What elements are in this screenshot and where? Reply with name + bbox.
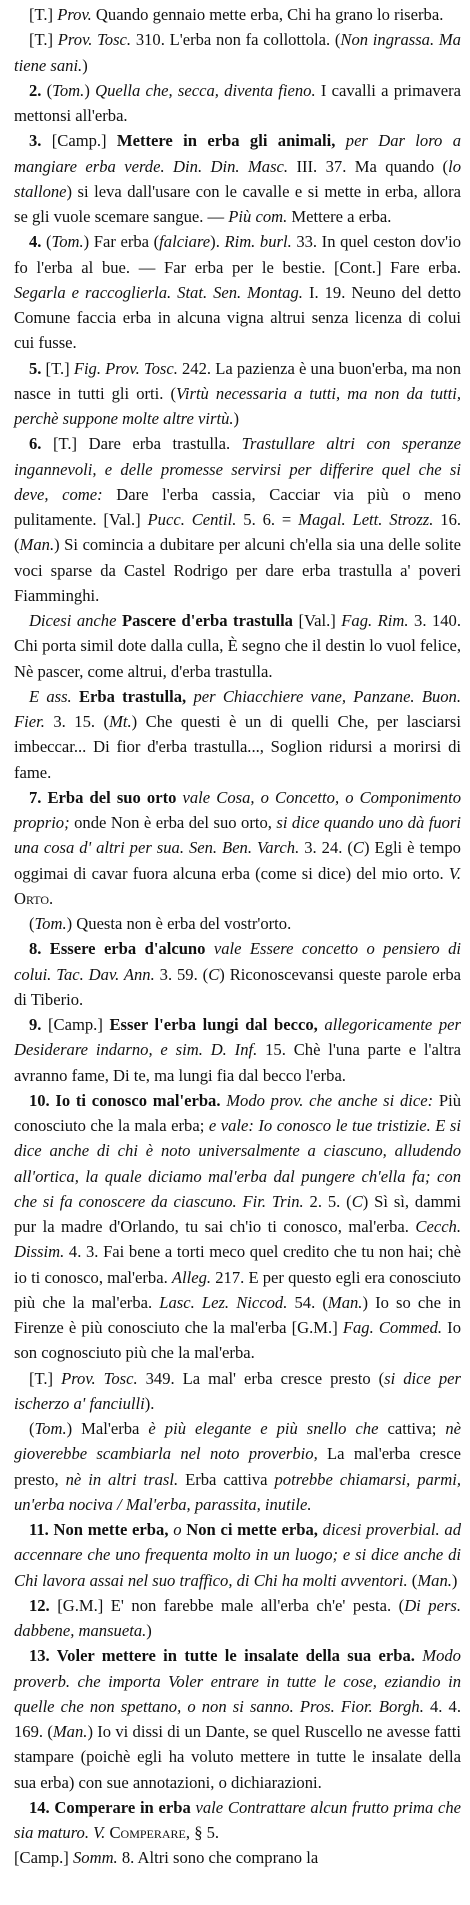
entry-text-run: Man. bbox=[417, 1570, 452, 1590]
entry-text-run: 8. Essere erba d'alcuno bbox=[28, 939, 206, 959]
entry-text-run: Dicesi anche bbox=[28, 611, 117, 630]
entry-text-run: Stat. Sen. Montag. bbox=[177, 282, 303, 302]
entry-text-run: si dice per ischerzo a' fanciulli bbox=[14, 1368, 461, 1413]
entry-text-run: Erba trastulla, bbox=[78, 686, 187, 706]
entry-text-run: D. Inf. bbox=[210, 1040, 258, 1060]
entry-text-run: vale Essere concetto o pensiero di colui. bbox=[14, 939, 461, 984]
dictionary-entry bbox=[14, 1517, 461, 1593]
entry-text-run: ) si leva dall'usare con le cavalle e si mette in erba, allora se gli vuole scemare sangue. — bbox=[14, 181, 461, 226]
entry-text-run: 310. L'erba non fa collottola. ( bbox=[131, 30, 341, 50]
entry-text-run: ) Far erba ( bbox=[83, 232, 160, 252]
entry-text-run: Man. bbox=[19, 535, 55, 555]
entry-text-run: 3. 140. Chi porta simil dote dalla culla, È segno che il destin lo vuol felice, Nè pascer, come altrui, d'erba trastulla. bbox=[14, 611, 461, 681]
entry-text-run: nè in altri trasl. bbox=[65, 1469, 179, 1489]
entry-text-run: Cecch. Dissim. bbox=[14, 1217, 461, 1262]
entry-text-run: E ass. bbox=[28, 686, 72, 706]
dictionary-entry bbox=[14, 1593, 461, 1644]
entry-text-run: Modo proverb. che importa Voler entrare in tutte le cose, eziandio in quelle che non spettano, o non si sanno. bbox=[14, 1646, 461, 1716]
entry-text-run: III. 37. Ma quando ( bbox=[288, 156, 449, 176]
entry-text-run: V. bbox=[93, 1823, 106, 1842]
entry-text-run: 54. ( bbox=[287, 1292, 328, 1312]
dictionary-entry bbox=[14, 936, 461, 1012]
entry-text-run: ) bbox=[82, 55, 88, 75]
entry-text-run: Orto bbox=[14, 888, 50, 908]
entry-text-run: 2. 5. ( bbox=[303, 1191, 352, 1211]
entry-text-run: ( bbox=[407, 1570, 418, 1590]
entry-text-run: Rim. burl. bbox=[224, 232, 292, 252]
entry-text-run: Virtù necessaria a tutti, ma non da tutti, perchè suppone molte altre virtù. bbox=[14, 383, 461, 428]
entry-text-run: [T.] bbox=[28, 5, 58, 24]
entry-text-run bbox=[165, 157, 173, 176]
entry-text-run: 5. 6. = bbox=[236, 510, 299, 529]
entry-text-run: 13. Voler mettere in tutte le insalate della sua erba. bbox=[28, 1646, 415, 1666]
entry-text-run: ) bbox=[451, 1570, 458, 1590]
dictionary-entry bbox=[14, 128, 461, 229]
entry-text-run: ( bbox=[46, 80, 53, 100]
entry-text-run: ( bbox=[28, 1419, 35, 1438]
entry-text-run: nè gioverebbe scambiarla nel noto proverbio, bbox=[14, 1419, 461, 1464]
entry-text-run: [Camp.] bbox=[51, 131, 117, 151]
entry-text-run: ) Io vi dissi di un Dante, se quel Ruscello ne avesse fatti stampare (poichè egli ha voluto mettere in tutte le insalate della sua erba) con sue annotazioni, o dichiarazioni. bbox=[14, 1722, 461, 1792]
dictionary-entry bbox=[14, 1416, 461, 1517]
entry-text-run: Più com. bbox=[228, 207, 288, 226]
entry-text-run: falciare bbox=[159, 232, 211, 252]
entry-text-run: [T.] bbox=[28, 30, 58, 50]
dictionary-entry bbox=[14, 431, 461, 608]
entry-text-run: [T.] Dare erba trastulla. bbox=[52, 434, 242, 454]
dictionary-entry bbox=[14, 356, 461, 432]
entry-text-run: e vale: Io conosco le tue tristizie. E si dice anche di chi è noto universalmente a ciascuno, alludendo all'ortica, la quale diciamo mal'erba dal pungere ch'ella fa; con che si fa conoscere da ciascuno. bbox=[14, 1116, 461, 1211]
entry-text-run: Modo prov. che anche si dice: bbox=[220, 1090, 434, 1110]
entry-text-run: C bbox=[351, 1191, 363, 1211]
entry-text-run: 10. Io ti conosco mal'erba. bbox=[28, 1090, 221, 1110]
dictionary-entry bbox=[14, 1845, 461, 1870]
dictionary-entry bbox=[14, 785, 461, 911]
entry-text-run: Panzane. Buon. Fier. bbox=[14, 686, 461, 731]
entry-text-run: [G.M.] E' non farebbe male all'erba ch'e' pesta. ( bbox=[57, 1595, 405, 1615]
entry-text-run: ) bbox=[233, 409, 240, 428]
entry-text-run: Dare l'erba cassia, Cacciar via più o meno pulitamente. [Val.] bbox=[14, 484, 461, 529]
entry-text-run: ) Questa non è erba del vostr'orto. bbox=[66, 914, 292, 933]
entry-text-run: 3. bbox=[28, 131, 52, 151]
entry-text-run: Tac. Dav. Ann. bbox=[56, 964, 155, 984]
entry-text-run: Fir. Trin. bbox=[242, 1191, 304, 1211]
dictionary-entry bbox=[14, 1366, 461, 1417]
entry-text-run: lo stallone bbox=[14, 156, 461, 201]
entry-text-run: è più elegante e più snello che bbox=[148, 1419, 379, 1438]
entry-text-run: Sen. Ben. Varch. bbox=[188, 838, 300, 858]
entry-text-run: ( bbox=[28, 914, 35, 933]
entry-text-run: Più conosciuto che la mala erba; bbox=[14, 1090, 461, 1135]
entry-text-run bbox=[203, 1040, 211, 1059]
entry-text-run: 3. 15. ( bbox=[44, 712, 110, 731]
entry-text-run: Alleg. bbox=[171, 1267, 212, 1287]
entry-text-run: Pucc. Centil. bbox=[147, 510, 237, 529]
entry-text-run: ) Egli è tempo oggimai di cavar fuora alcuna erba (come si dice) del mio orto. bbox=[14, 838, 461, 883]
entry-text-run: 349. La mal' erba cresce presto ( bbox=[137, 1368, 385, 1388]
entry-text-run: Io son cognosciuto più che la mal'erba. bbox=[14, 1318, 461, 1363]
entry-text-run: Man. bbox=[327, 1292, 363, 1312]
entry-text-run: ( bbox=[45, 232, 52, 252]
entry-text-run: ) Io so che in Firenze è più conosciuto che la mal'erba [G.M.] bbox=[14, 1292, 461, 1337]
dictionary-entry bbox=[14, 911, 461, 936]
entry-text-run: Man. bbox=[52, 1722, 88, 1741]
entry-text-run: 3. 24. ( bbox=[299, 838, 353, 858]
entry-text-run: ). bbox=[144, 1393, 155, 1413]
entry-text-run: V. bbox=[448, 863, 461, 883]
entry-text-run: Fag. Rim. bbox=[341, 611, 409, 630]
dictionary-entry bbox=[14, 229, 461, 355]
entry-text-run: 8. Altri sono che comprano la bbox=[117, 1848, 319, 1868]
dictionary-entry bbox=[14, 608, 461, 684]
entry-text-run: Non ci mette erba, bbox=[186, 1520, 318, 1539]
entry-text-run: Prov. Tosc. bbox=[61, 1368, 138, 1388]
entry-text-run: Di pers. dabbene, mansueta. bbox=[14, 1595, 462, 1640]
entry-text-run: dicesi proverbial. ad accennare che uno frequenta molto in un luogo; e si dice anche di Chi lavora assai nel suo traffico, di Chi ha molti avventori. bbox=[14, 1520, 461, 1590]
entry-text-run: Fag. Commed. bbox=[342, 1318, 443, 1337]
entry-text-run: 7. Erba del suo orto bbox=[28, 787, 177, 807]
entry-text-run: ) Che questi è un di quelli Che, per lasciarsi imbeccar... Di fior d'erba trastulla..., Soglion ridursi a morirsi di fame. bbox=[14, 712, 461, 782]
dictionary-entry bbox=[14, 1012, 461, 1088]
entry-text-run: Non ingrassa. Ma tiene sani. bbox=[14, 30, 461, 75]
entry-text-run: 5. bbox=[28, 358, 46, 378]
entry-text-run: [Val.] bbox=[292, 611, 342, 630]
entry-text-run: [Camp.] bbox=[14, 1848, 73, 1868]
entry-text-run: , § 5. bbox=[185, 1823, 220, 1842]
entry-text-run: 16. ( bbox=[14, 510, 462, 555]
entry-text-run: I cavalli a primavera mettonsi all'erba. bbox=[14, 80, 461, 125]
entry-text-run: [T.] bbox=[28, 1368, 62, 1388]
entry-text-run: si dice quando uno dà fuori una cosa d' altri per sua. bbox=[14, 813, 461, 858]
entry-text-run: Erba cattiva bbox=[178, 1469, 275, 1489]
entry-text-run: vale Contrattare alcun frutto prima che sia maturo. bbox=[14, 1797, 462, 1842]
entry-text-run: Fig. Prov. Tosc. bbox=[73, 358, 178, 378]
entry-text-run: Tom. bbox=[34, 1419, 67, 1438]
entry-text-run: 11. Non mette erba, bbox=[28, 1520, 169, 1539]
entry-text-run: Pascere d'erba trastulla bbox=[121, 611, 293, 630]
entry-text-run: Pros. Fior. Borgh. bbox=[299, 1696, 424, 1716]
entry-text-run: potrebbe chiamarsi, parmi, un'erba nociva / Mal'erba, parassita, inutile. bbox=[14, 1469, 462, 1514]
entry-text-run bbox=[72, 687, 79, 706]
entry-text-run: 33. In quel ceston dov'io fo l'erba al bue. — Far erba per le bestie. [Cont.] Fare erba. bbox=[14, 232, 462, 277]
entry-text-run: [Camp.] bbox=[48, 1015, 110, 1034]
entry-text-run: ) Sì sì, dammi pur la madre d'Orlando, tu sai ch'io ti conosco, mal'erba. bbox=[14, 1191, 461, 1236]
entry-text-run: o bbox=[168, 1520, 187, 1539]
entry-text-run: Mettere a erba. bbox=[287, 207, 392, 226]
entry-text-run: vale Cosa, o Concetto, o Componimento proprio; bbox=[14, 787, 461, 832]
entry-text-run: per Dar loro a mangiare erba verde. bbox=[14, 131, 461, 176]
entry-text-run: Tom. bbox=[51, 232, 84, 252]
entry-text-run: 6. bbox=[28, 434, 53, 454]
entry-text-run: Quella che, secca, diventa fieno. bbox=[95, 80, 316, 100]
entry-text-run: 217. E per questo egli era conosciuto più che la mal'erba. bbox=[14, 1267, 461, 1312]
entry-text-run: ) Mal'erba bbox=[66, 1419, 149, 1438]
entry-text-run: Tom. bbox=[52, 80, 85, 100]
dictionary-entry bbox=[14, 1088, 461, 1366]
entry-text-run: C bbox=[352, 838, 364, 858]
entry-text-run: 14. Comperare in erba bbox=[28, 1797, 191, 1817]
entry-text-run: . bbox=[49, 888, 54, 908]
entry-text-run: 4. bbox=[28, 232, 46, 252]
dictionary-entry bbox=[14, 1643, 461, 1795]
entry-text-run: 4. 4. 169. ( bbox=[14, 1696, 461, 1741]
entry-text-run: Esser l'erba lungi dal becco, bbox=[109, 1015, 318, 1034]
entry-text-run: Segarla e raccoglierla. bbox=[14, 282, 172, 302]
entry-text-run: C bbox=[208, 964, 220, 984]
entry-text-run: ) bbox=[84, 80, 96, 100]
entry-text-run: cattiva; bbox=[378, 1419, 446, 1438]
entry-text-run: per Chiacchiere vane, bbox=[186, 686, 347, 706]
entry-text-run: Prov. Tosc. bbox=[57, 30, 132, 50]
entry-text-run: Lasc. Lez. Niccod. bbox=[159, 1292, 288, 1312]
entry-text-run: 3. 59. ( bbox=[154, 964, 209, 984]
entry-text-run: ) bbox=[146, 1621, 152, 1640]
entry-text-run: 4. 3. Fai bene a torti meco quel credito che tu non hai; chè io ti conosco, mal'erba. bbox=[14, 1242, 461, 1287]
entry-text-run: onde Non è erba del suo orto, bbox=[69, 813, 277, 832]
entry-text-run: 9. bbox=[28, 1015, 49, 1034]
entry-text-run: Din. Din. Masc. bbox=[173, 156, 289, 176]
dictionary-entry bbox=[14, 1795, 461, 1846]
entry-text-run: La mal'erba cresce presto, bbox=[14, 1444, 461, 1489]
entry-text-run: allegoricamente per Desiderare indarno, e sim. bbox=[14, 1015, 461, 1060]
entry-text-run: 242. La pazienza è una buon'erba, ma non nasce in tutti gli orti. ( bbox=[14, 358, 461, 403]
entry-text-run: Comperare bbox=[109, 1823, 186, 1842]
entry-text-run: ) Si comincia a dubitare per alcuni ch'ella sia una delle solite voci sparse da Castel Rodrigo per dare erba trastulla a' poveri Fiamminghi. bbox=[14, 535, 461, 605]
entry-text-run: Somm. bbox=[73, 1848, 118, 1868]
dictionary-entry bbox=[14, 2, 461, 27]
dictionary-entry bbox=[14, 78, 461, 129]
entry-text-run: 12. bbox=[28, 1595, 58, 1615]
dictionary-entry bbox=[14, 27, 461, 78]
entry-text-run: ) Riconoscevansi queste parole erba di Tiberio. bbox=[14, 964, 461, 1009]
entry-text-run: Mt. bbox=[109, 712, 132, 731]
dictionary-entry bbox=[14, 684, 461, 785]
entry-text-run: 2. bbox=[28, 80, 47, 100]
entry-text-run: ). bbox=[210, 232, 225, 252]
entry-text-run: 15. Chè l'una parte e l'altra avranno fame, Di te, ma lungi fia dal becco l'erba. bbox=[14, 1040, 461, 1085]
entry-text-run: Trastullare altri con speranze ingannevoli, e delle promesse servirsi per differire quel che si deve, come: bbox=[14, 434, 462, 504]
entry-text-run: Prov. bbox=[57, 5, 92, 24]
entry-text-run: Tom. bbox=[34, 914, 67, 933]
entry-text-run: I. 19. Neuno del detto Comune faccia erba in alcuna vigna altrui senza licenza di colui cui fusse. bbox=[14, 282, 461, 353]
entry-text-run: Mettere in erba gli animali, bbox=[116, 131, 336, 151]
entry-text-run: Magal. Lett. Strozz. bbox=[298, 510, 434, 529]
entry-text-run: [T.] bbox=[45, 358, 74, 378]
entry-text-run: Quando gennaio mette erba, Chi ha grano lo riserba. bbox=[91, 5, 444, 24]
